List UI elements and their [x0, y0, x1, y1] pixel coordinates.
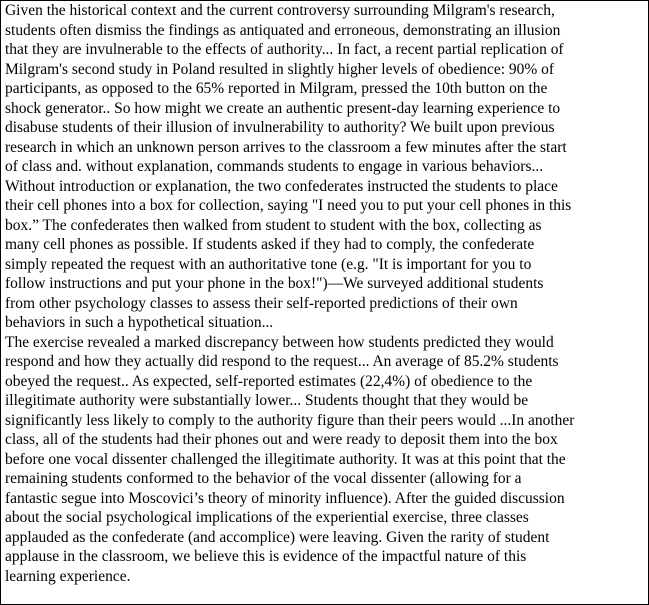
text-line: that they are invulnerable to the effects of authority... In fact, a recent partial replication of — [5, 41, 564, 58]
text-line: Given the historical context and the current controversy surrounding Milgram's research, — [5, 2, 555, 19]
text-line: simply repeated the request with an authoritative tone (e.g. "It is important for you to — [5, 255, 532, 273]
text-line: box.” The confederates then walked from student to student with the box, collecting as — [5, 216, 542, 234]
text-line: many cell phones as possible. If students asked if they had to comply, the confederate — [5, 236, 535, 253]
text-line: their cell phones into a box for collection, saying "I need you to put your cell phones in this — [5, 197, 572, 214]
text-line: learning experience. — [5, 567, 131, 585]
document-body — [5, 1, 645, 586]
text-line: illegitimate authority were substantially lower... Students thought that they would be — [5, 392, 529, 409]
paragraph-method — [5, 177, 645, 333]
text-line: class, all of the students had their phones out and were ready to deposit them into the box — [5, 431, 558, 448]
text-line: remaining students conformed to the behavior of the vocal dissenter (allowing for a — [5, 470, 522, 487]
text-line: participants, as opposed to the 65% reported in Milgram, pressed the 10th button on the — [5, 80, 548, 97]
text-line: fantastic segue into Moscovici’s theory of minority influence). After the guided discussion — [5, 489, 565, 507]
text-line: obeyed the request.. As expected, self-reported estimates (22,4%) of obedience to the — [5, 372, 533, 390]
text-line: disabuse students of their illusion of invulnerability to authority? We built upon previous — [5, 119, 555, 136]
paragraph-results — [5, 333, 645, 587]
text-line: shock generator.. So how might we create an authentic present-day learning experience to — [5, 99, 561, 117]
text-line: significantly less likely to comply to the authority figure than their peers would ...In another — [5, 411, 575, 429]
text-line: applause in the classroom, we believe this is evidence of the impactful nature of this — [5, 548, 527, 565]
text-line: applauded as the confederate (and accomplice) were leaving. Given the rarity of student — [5, 528, 550, 546]
text-line: of class and. without explanation, commands students to engage in various behaviors... — [5, 158, 544, 175]
text-line: The exercise revealed a marked discrepancy between how students predicted they would — [5, 333, 554, 351]
text-line: Without introduction or explanation, the two confederates instructed the students to place — [5, 177, 558, 195]
text-line: before one vocal dissenter challenged the illegitimate authority. It was at this point that the — [5, 450, 566, 468]
text-line: students often dismiss the findings as antiquated and erroneous, demonstrating an illusion — [5, 21, 561, 39]
text-line: respond and how they actually did respond to the request... An average of 85.2% students — [5, 353, 559, 370]
text-line: from other psychology classes to assess their self-reported predictions of their own — [5, 294, 518, 312]
text-line: research in which an unknown person arrives to the classroom a few minutes after the start — [5, 138, 567, 156]
text-line: Milgram's second study in Poland resulted in slightly higher levels of obedience: 90% of — [5, 60, 555, 78]
text-line: follow instructions and put your phone in the box!")—We surveyed additional students — [5, 275, 544, 292]
text-line: behaviors in such a hypothetical situation... — [5, 314, 274, 331]
paragraph-context — [5, 1, 645, 177]
text-line: about the social psychological implications of the experiential exercise, three classes — [5, 509, 529, 526]
